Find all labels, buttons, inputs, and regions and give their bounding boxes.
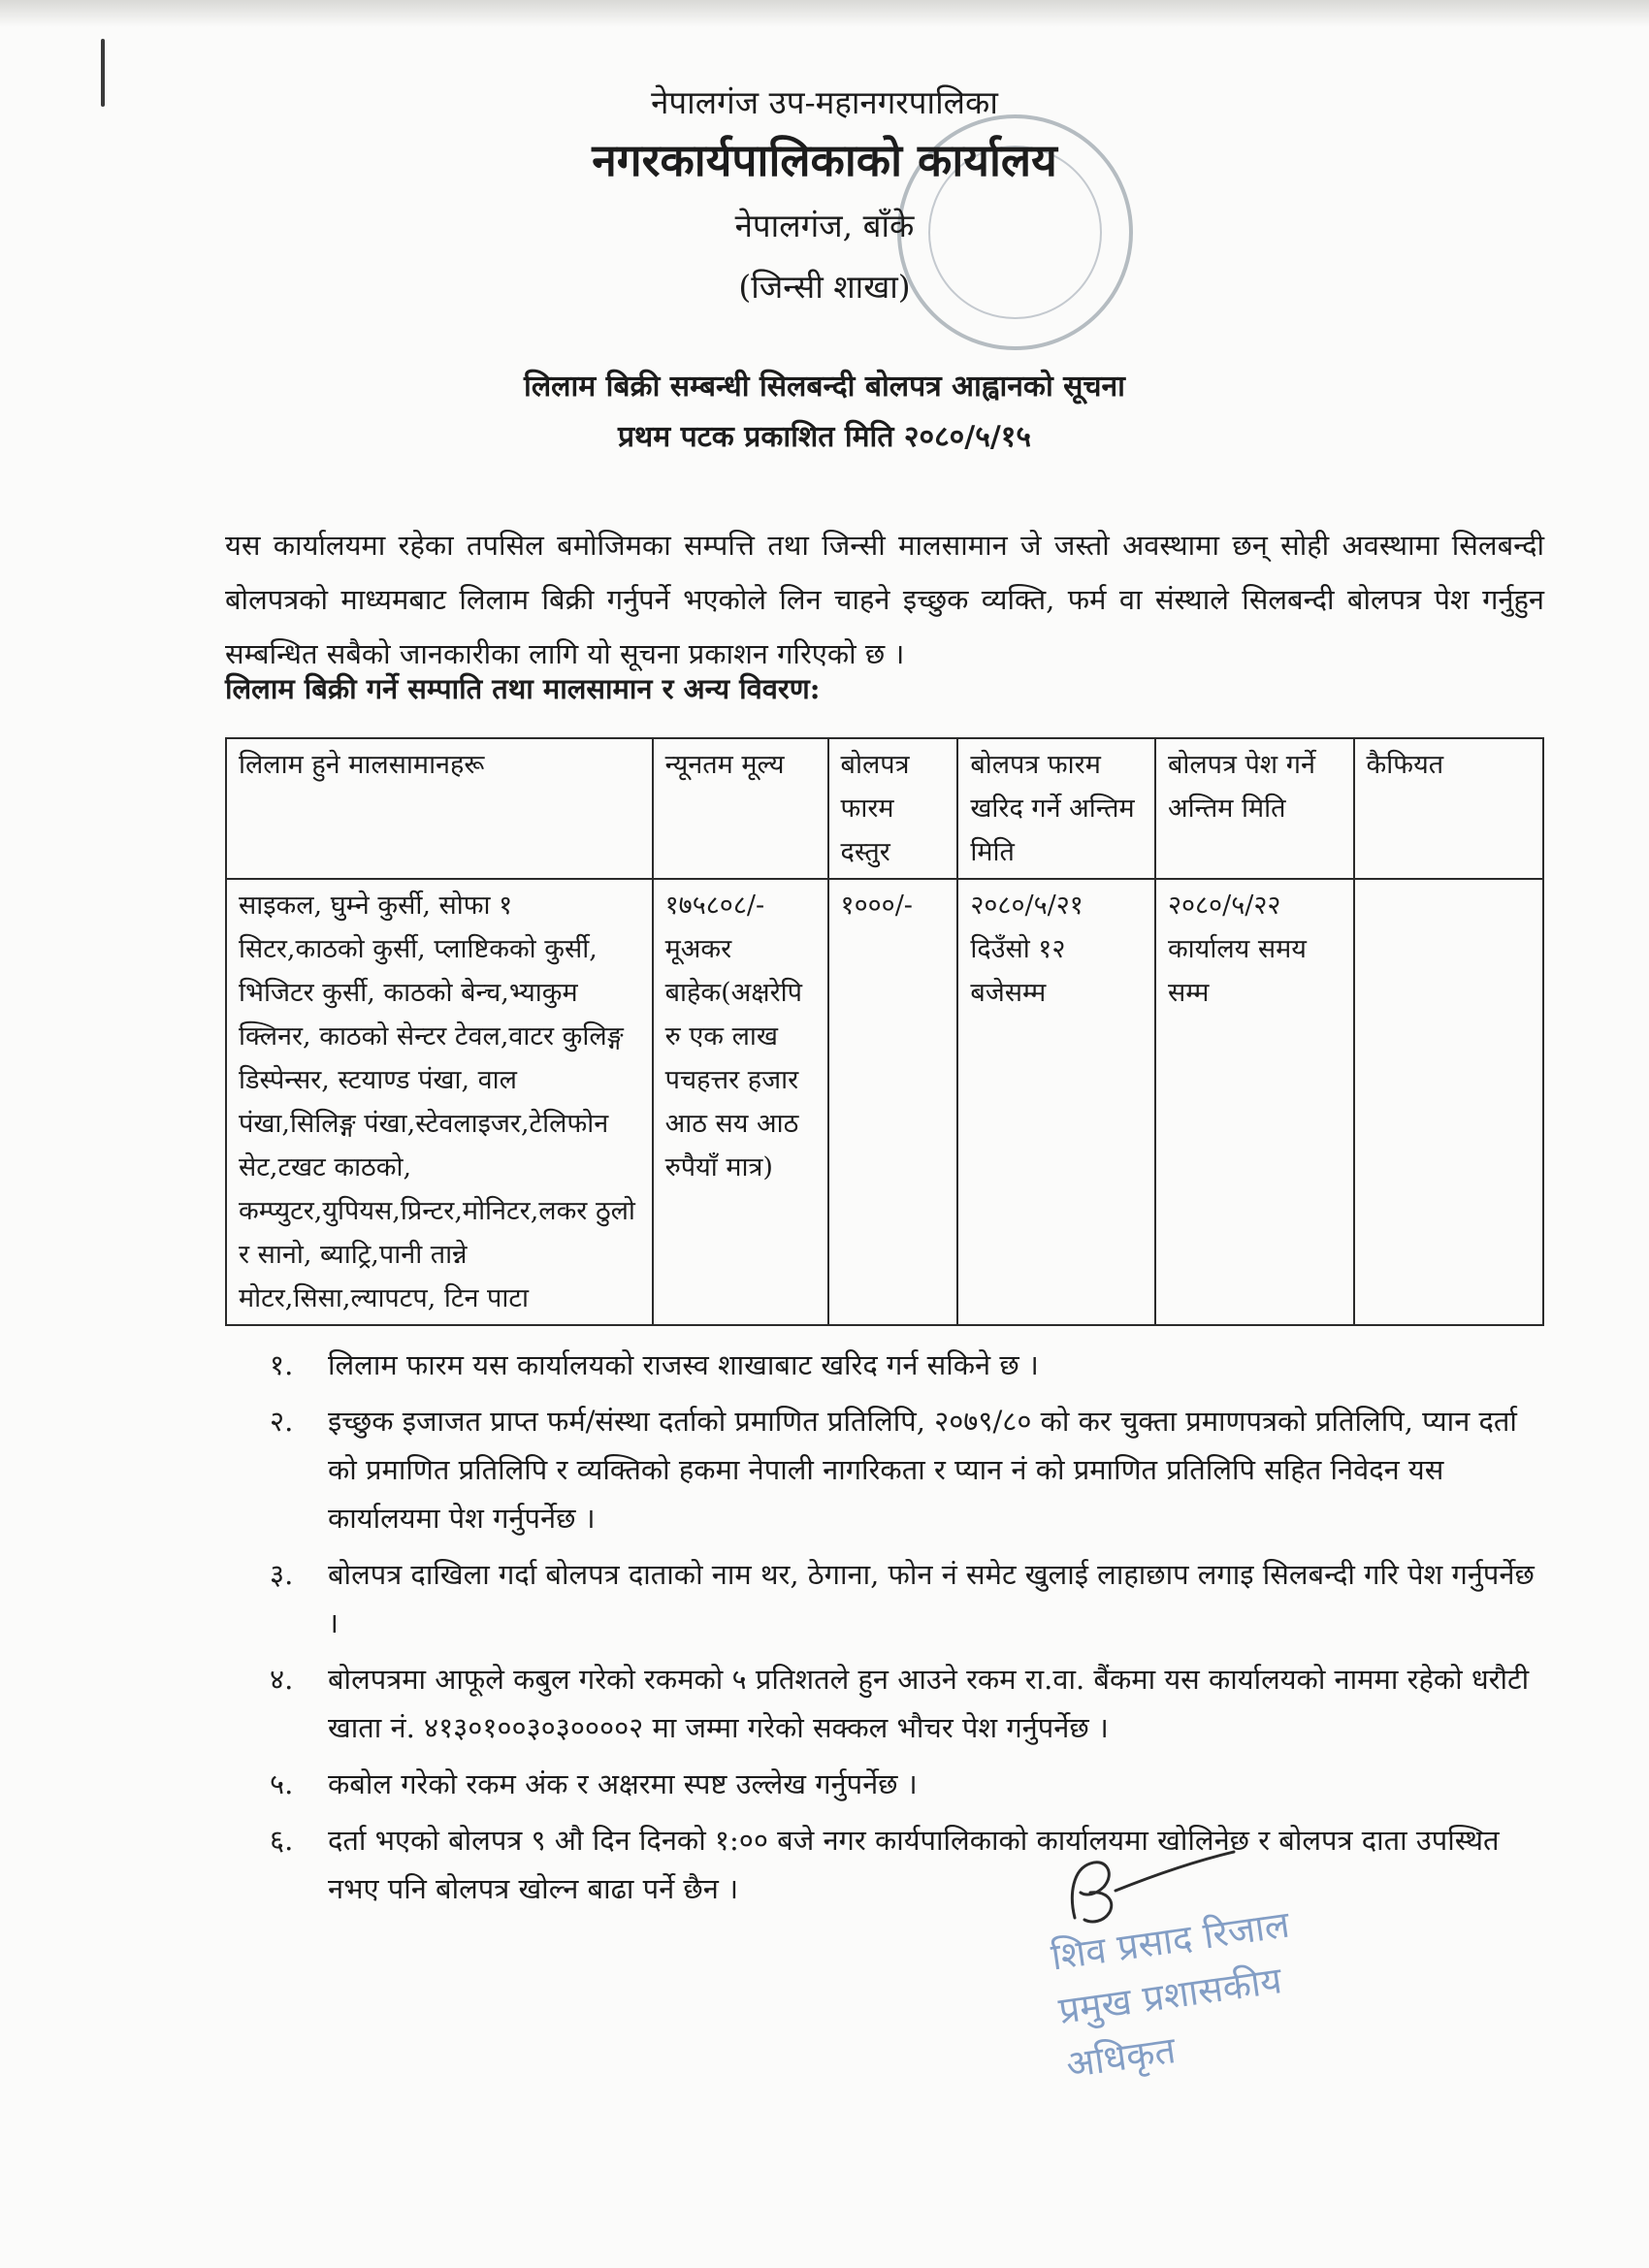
condition-text: दर्ता भएको बोलपत्र ९ औ दिन दिनको १:०० बजे नगर कार्यपालिकाको कार्यालयमा खोलिनेछ र बोलपत्र दाता उपस्थित नभए पनि बोलपत्र खोल्न बाढा पर्ने छैन । [328, 1824, 1500, 1905]
municipality-name: नेपालगंज उप-महानगरपालिका [651, 83, 998, 121]
condition-number: ४. [270, 1663, 294, 1696]
officer-name: शिव प्रसाद रिजाल [1048, 1902, 1293, 1979]
intro-paragraph: यस कार्यालयमा रहेका तपसिल बमोजिमका सम्पत्ति तथा जिन्सी मालसामान जे जस्तो अवस्थामा छन् सोही अवस्थामा सिलबन्दी बोलपत्रको माध्यमबाट लिलाम बिक्री गर्नुपर्ने भएकोले लिन चाहने इच्छुक व्यक्ति, फर्म वा संस्थाले सिलबन्दी बोलपत्र पेश गर्नुहुन सम्बन्धित सबैको जानकारीका लागि यो सूचना प्रकाशन गरिएको छ । [225, 529, 1544, 670]
cell-form-fee: १०००/- [828, 879, 958, 1325]
list-item [270, 1397, 1550, 1542]
cell-remarks [1354, 879, 1543, 1325]
condition-text: बोलपत्र दाखिला गर्दा बोलपत्र दाताको नाम थर, ठेगाना, फोन नं समेट खुलाई लाहाछाप लगाइ सिलबन्दी गरि पेश गर्नुपर्नेछ । [328, 1558, 1535, 1639]
cell-min-price: १७५८०८/- मूअकर बाहेक(अक्षरेपि रु एक लाख पचहत्तर हजार आठ सय आठ रुपैयाँ मात्र) [653, 879, 828, 1325]
notice-title: लिलाम बिक्री सम्बन्धी सिलबन्दी बोलपत्र आह्वानको सूचना [524, 370, 1125, 404]
condition-number: ६. [270, 1824, 294, 1857]
condition-text: बोलपत्रमा आफूले कबुल गरेको रकमको ५ प्रतिशतले हुन आउने रकम रा.वा. बैंकमा यस कार्यालयको नाममा रहेको धरौटी खाता नं. ४१३०१००३०३००००२ मा जम्मा गरेको सक्कल भौचर पेश गर्नुपर्नेछ । [328, 1663, 1530, 1744]
publication-date: प्रथम पटक प्रकाशित मिति २०८०/५/१५ [617, 420, 1031, 454]
notice-titles [0, 364, 1649, 465]
condition-text: लिलाम फारम यस कार्यालयको राजस्व शाखाबाट खरिद गर्न सकिने छ । [328, 1348, 1039, 1381]
table-row [226, 879, 1543, 1325]
officer-designation: प्रमुख प्रशासकीय अधिकृत [1055, 1959, 1285, 2087]
header-items: लिलाम हुने मालसामानहरू [226, 738, 653, 879]
condition-number: ३. [270, 1558, 294, 1591]
table-header-row [226, 738, 1543, 879]
header-remarks: कैफियत [1354, 738, 1543, 879]
branch-name: (जिन्सी शाखा) [738, 268, 911, 306]
list-item [270, 1550, 1550, 1647]
letterhead [0, 80, 1649, 316]
cell-items: साइकल, घुम्ने कुर्सी, सोफा १ सिटर,काठको कुर्सी, प्लाष्टिकको कुर्सी, भिजिटर कुर्सी, काठको बेन्च,भ्याकुम क्लिनर, काठको सेन्टर टेवल,वाटर कुलिङ्ग डिस्पेन्सर, स्टयाण्ड पंखा, वाल पंखा,सिलिङ्ग पंखा,स्टेवलाइजर,टेलिफोन सेट,टखट काठको, कम्प्युटर,युपियस,प्रिन्टर,मोनिटर,लकर ठुलो र सानो, ब्याट्रि,पानी तान्ने मोटर,सिसा,ल्यापटप, टिन पाटा [226, 879, 653, 1325]
list-item [270, 1655, 1550, 1752]
condition-number: १. [270, 1348, 294, 1381]
condition-number: ५. [270, 1767, 294, 1800]
scan-top-edge [0, 0, 1649, 27]
header-purchase-deadline: बोलपत्र फारम खरिद गर्ने अन्तिम मिति [957, 738, 1155, 879]
section-heading: लिलाम बिक्री गर्ने सम्पाति तथा मालसामान र अन्य विवरण: [225, 672, 821, 705]
list-item [270, 1341, 1550, 1389]
cell-submission-deadline: २०८०/५/२२ कार्यालय समय सम्म [1155, 879, 1354, 1325]
header-min-price: न्यूनतम मूल्य [653, 738, 828, 879]
office-name: नगरकार्यपालिकाको कार्यालय [592, 134, 1057, 186]
header-form-fee: बोलपत्र फारम दस्तुर [828, 738, 958, 879]
header-submission-deadline: बोलपत्र पेश गर्ने अन्तिम मिति [1155, 738, 1354, 879]
condition-text: इच्छुक इजाजत प्राप्त फर्म/संस्था दर्ताको प्रमाणित प्रतिलिपि, २०७९/८० को कर चुक्ता प्रमाणपत्रको प्रतिलिपि, प्यान दर्ता को प्रमाणित प्रतिलिपि र व्यक्तिको हकमा नेपाली नागरिकता र प्यान नं को प्रमाणित प्रतिलिपि सहित निवेदन यस कार्यालयमा पेश गर्नुपर्नेछ । [328, 1405, 1517, 1535]
conditions-list [270, 1341, 1550, 1921]
list-item [270, 1760, 1550, 1808]
auction-items-table [225, 737, 1544, 1326]
office-city: नेपालगंज, बाँके [734, 207, 915, 244]
condition-text: कबोल गरेको रकम अंक र अक्षरमा स्पष्ट उल्लेख गर्नुपर्नेछ । [328, 1767, 918, 1800]
condition-number: २. [270, 1405, 294, 1438]
cell-purchase-deadline: २०८०/५/२१ दिउँसो १२ बजेसम्म [957, 879, 1155, 1325]
